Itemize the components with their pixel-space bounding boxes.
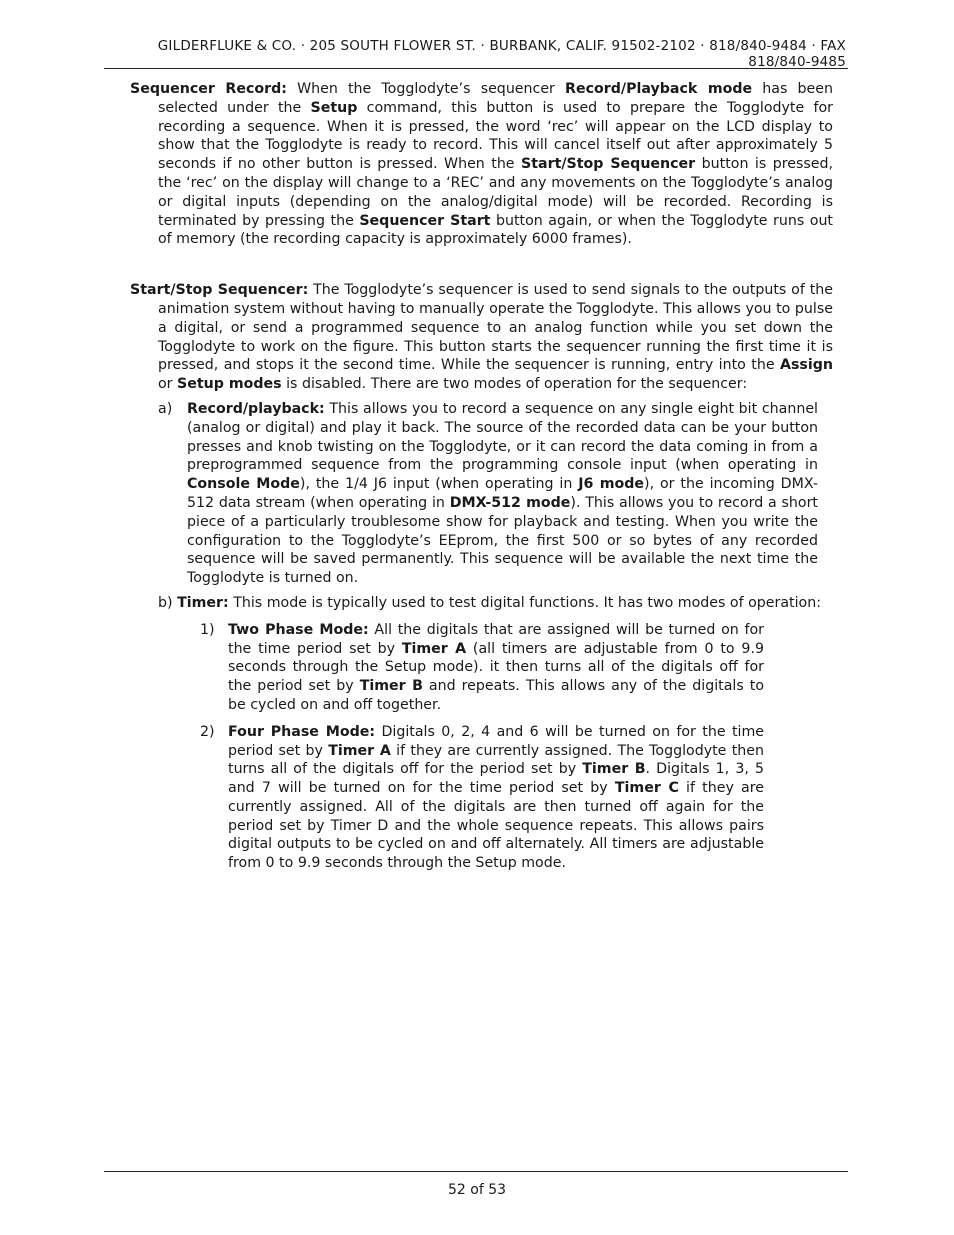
text-run: This allows you to record a sequence on any single eight bit channel (analog or digital) and play it back. The source of the recorded data can be your button presses and knob twisting on the Togglodyte, or it can record the data coming in from a preprogrammed sequence from the programming console input (when operating in bbox=[187, 400, 818, 474]
mode-a-term: Record/playback: bbox=[187, 400, 325, 417]
bold-run: Start/Stop Sequencer bbox=[521, 156, 696, 173]
text-run: All the digitals that are assigned will be turned on for the time period set by bbox=[228, 621, 764, 657]
bold-run: Timer A bbox=[401, 640, 467, 657]
bold-run: J6 mode bbox=[578, 476, 645, 493]
start-stop-term: Start/Stop Sequencer: bbox=[130, 282, 309, 299]
text-run: button is pressed, the ‘rec’ on the display will change to a ‘REC’ and any movements on the Togglodyte’s analog or digital inputs (depending on the analog/digital mode) will be recorded. Recording is terminated by pressing the bbox=[158, 156, 833, 229]
bold-run: Setup modes bbox=[177, 376, 282, 393]
text-run: ). This allows you to record a short piece of a particularly troublesome show for playback and testing. When you write the configuration to the Togglodyte’s EEprom, the first 500 or so bytes of any recorded sequence will be saved permanently. This sequence will be available the next time the Togglodyte is turned on. bbox=[187, 494, 818, 587]
four-phase-term: Four Phase Mode: bbox=[228, 723, 376, 740]
bold-run: Record/Playback mode bbox=[565, 81, 753, 97]
text-run: Digitals 0, 2, 4 and 6 will be turned on for the time period set by bbox=[228, 723, 764, 759]
sequencer-record-term: Sequencer Record: bbox=[130, 81, 287, 97]
text-run: if they are currently assigned. All of the digitals are then turned off again for the period set by Timer D and the whole sequence repeats. This allows pairs digital outputs to be cycled on and off alternately. All timers are adjustable from 0 to 9.9 seconds through the Setup mode. bbox=[228, 780, 764, 872]
bold-run: DMX-512 mode bbox=[449, 494, 571, 511]
list-label: 2) bbox=[200, 723, 215, 740]
list-label: 1) bbox=[200, 621, 215, 638]
bold-run: Timer B bbox=[582, 761, 646, 778]
four-phase-item bbox=[200, 723, 764, 873]
text-run: . Digitals 1, 3, 5 and 7 will be turned on for the time period set by bbox=[228, 761, 764, 797]
mode-b-item bbox=[158, 594, 847, 613]
bold-run: Timer B bbox=[359, 678, 423, 695]
bold-run: Sequencer Start bbox=[359, 212, 491, 229]
list-label: b) bbox=[158, 594, 173, 611]
text-run: command, this button is used to prepare the Togglodyte for recording a sequence. When it is pressed, the word ‘rec’ will appear on the LCD display to show that the Togglodyte is ready to record. This will cancel itself out after approximately 5 seconds if no other button is pressed. When the bbox=[158, 99, 833, 173]
text-run: or bbox=[158, 376, 178, 393]
sequencer-record-entry bbox=[130, 80, 833, 249]
header-rule bbox=[104, 68, 848, 69]
page-number: 52 of 53 bbox=[447, 1182, 507, 1198]
bold-run: Timer C bbox=[614, 780, 679, 797]
text-run: ), or the incoming DMX-512 data stream (when operating in bbox=[187, 476, 818, 511]
start-stop-entry bbox=[130, 281, 833, 394]
bold-run: Setup bbox=[310, 99, 358, 116]
bold-run: Timer A bbox=[328, 742, 391, 759]
text-run: (all timers are adjustable from 0 to 9.9 seconds through the Setup mode). it then turns all of the digitals off for the period set by bbox=[228, 640, 764, 695]
text-run: This mode is typically used to test digital functions. It has two modes of operation: bbox=[228, 594, 822, 611]
two-phase-item bbox=[200, 621, 765, 715]
page-content bbox=[130, 80, 833, 873]
mode-a-item bbox=[158, 400, 818, 588]
text-run: has been selected under the bbox=[158, 81, 833, 116]
text-run: is disabled. There are two modes of operation for the sequencer: bbox=[281, 376, 748, 393]
page-footer bbox=[0, 1182, 954, 1198]
text-run: When the Togglodyte’s sequencer bbox=[286, 81, 566, 97]
text-run: if they are currently assigned. The Togglodyte then turns all of the digitals off for the period set by bbox=[228, 742, 764, 778]
bold-run: Assign bbox=[780, 357, 833, 374]
footer-rule bbox=[104, 1171, 848, 1172]
bold-run: Console Mode bbox=[187, 476, 300, 493]
page-header bbox=[108, 38, 846, 70]
text-run: The Togglodyte’s sequencer is used to send signals to the outputs of the animation system without having to manually operate the Togglodyte. This allows you to pulse a digital, or send a programmed sequence to an analog function while you set down the Togglodyte to work on the figure. This button starts the sequencer running the first time it is pressed, and stops it the second time. While the sequencer is running, entry into the bbox=[158, 282, 833, 374]
text-run: ), the 1/4 J6 input (when operating in bbox=[299, 476, 579, 493]
header-text: GILDERFLUKE & CO. · 205 SOUTH FLOWER ST. · BURBANK, CALIF. 91502-2102 · 818/840-9484 · FAX 818/840-9485 bbox=[157, 38, 846, 70]
two-phase-term: Two Phase Mode: bbox=[228, 621, 369, 638]
list-label: a) bbox=[158, 400, 173, 417]
text-run: and repeats. This allows any of the digitals to be cycled on and off together. bbox=[228, 678, 765, 713]
text-run: button again, or when the Togglodyte runs out of memory (the recording capacity is approximately 6000 frames). bbox=[158, 212, 833, 248]
mode-b-term: Timer: bbox=[177, 594, 229, 611]
